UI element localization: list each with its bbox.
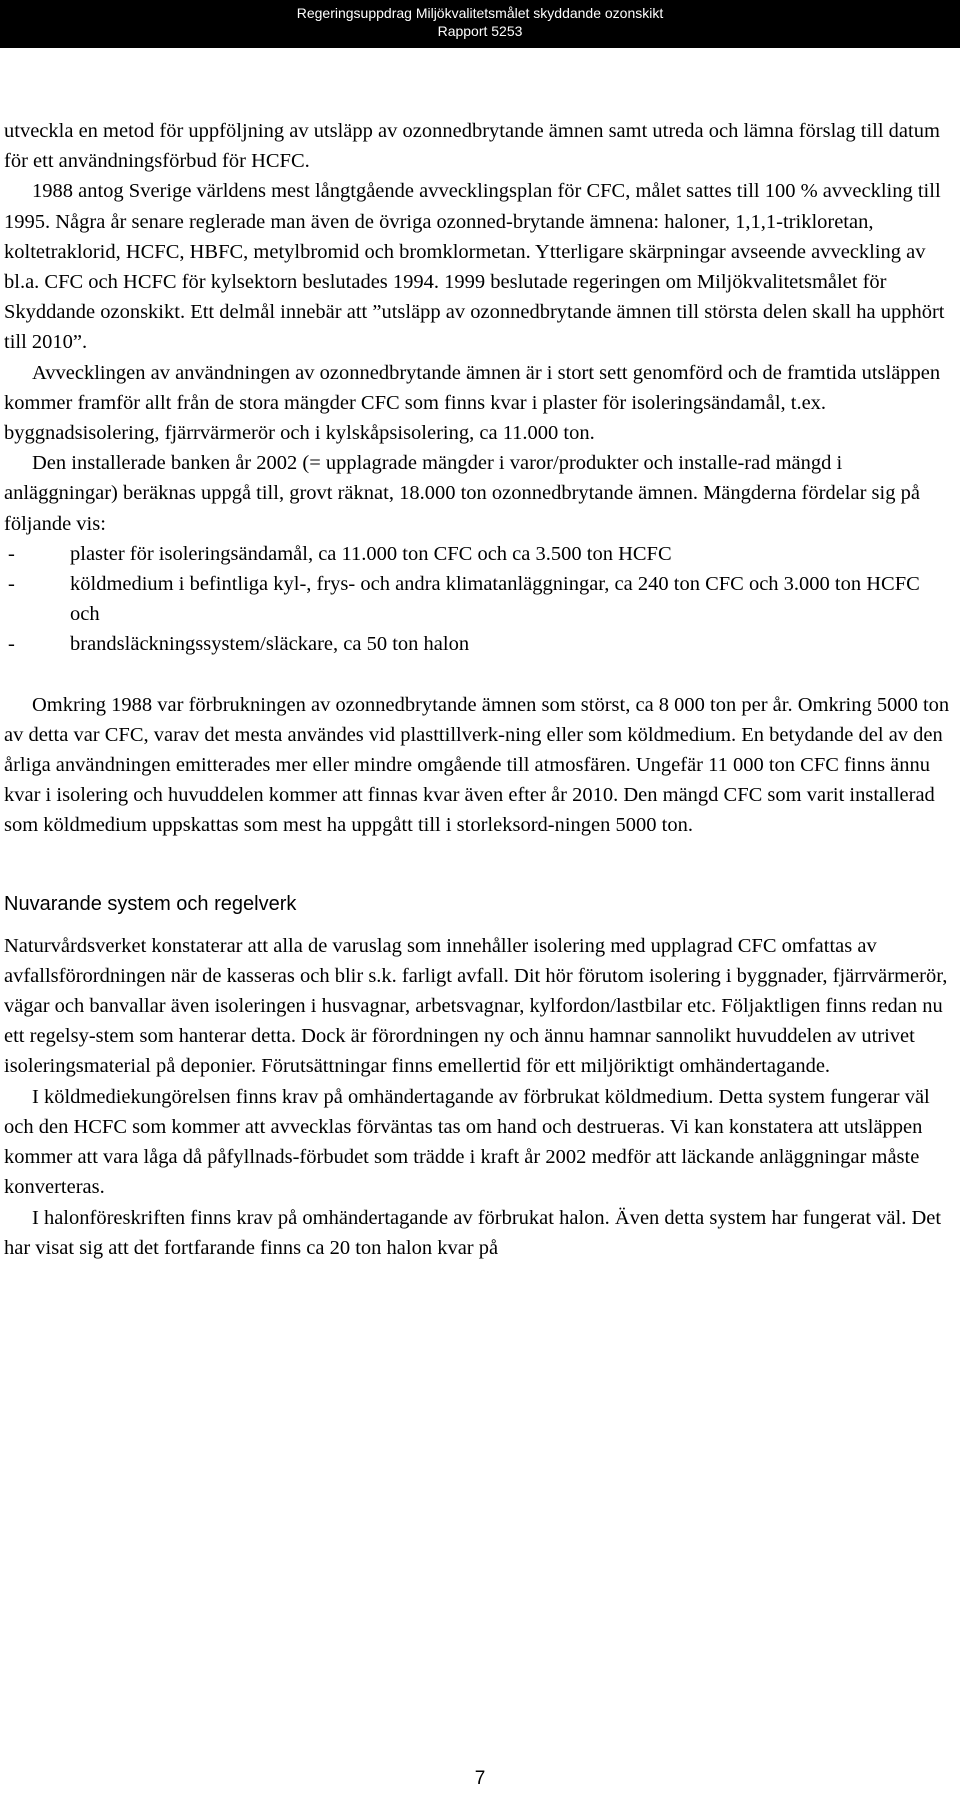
header-report-number: Rapport 5253 (437, 23, 523, 39)
document-body (4, 116, 952, 1263)
page-number: 7 (474, 1768, 486, 1789)
paragraph-intro-continuation: utveckla en metod för uppföljning av utsläpp av ozonnedbrytande ämnen samt utreda och lämna förslag till datum för ett användningsförbud för HCFC. (4, 120, 940, 173)
list-dash: - (8, 573, 15, 596)
list-dash: - (8, 542, 15, 565)
paragraph-phaseout: Avvecklingen av användningen av ozonnedbrytande ämnen är i stort sett genomförd och de framtida utsläppen kommer framför allt från de stora mängder CFC som finns kvar i plaster för isoleringsändamål, t.ex. byggnadsisolering, fjärrvärmerör och i kylskåpsisolering, ca 11.000 ton. (4, 361, 941, 445)
page-header (0, 0, 960, 48)
header-title: Regeringsuppdrag Miljökvalitetsmålet skyddande ozonskikt (296, 5, 664, 21)
list-item-text: köldmedium i befintliga kyl-, frys- och andra klimatanläggningar, ca 240 ton CFC och 3.000 ton HCFC och (70, 573, 920, 626)
paragraph-consumption: Omkring 1988 var förbrukningen av ozonnedbrytande ämnen som störst, ca 8 000 ton per år. Omkring 5000 ton av detta var CFC, varav det mesta användes vid plasttillverk-ning eller som köldmedium. En betydande del av den årliga användningen emitterades mer eller mindre omgående till atmosfären. Ungefär 11 000 ton CFC finns ännu kvar i isolering och huvuddelen kommer att finnas kvar även efter år 2010. Den mängd CFC som varit installerad som köldmedium uppskattas som mest ha uppgått till i storleksord-ningen 5000 ton. (4, 693, 950, 837)
section-heading: Nuvarande system och regelverk (4, 892, 297, 915)
paragraph-regulation: Naturvårdsverket konstaterar att alla de varuslag som innehåller isolering med upplagrad CFC omfattas av avfallsförordningen när de kasseras och blir s.k. farligt avfall. Dit hör förutom isolering i byggnader, fjärrvärmerör, vägar och banvallar även isoleringen i husvagnar, arbetsvagnar, kylfordon/lastbilar etc. Följaktligen finns redan nu ett regelsy-stem som hanterar detta. Dock är förordningen ny och ännu hamnar sannolikt huvuddelen av utrivet isoleringsmaterial på deponier. Förutsättningar finns emellertid för ett miljöriktigt omhändertagande. (4, 934, 948, 1078)
paragraph-installed-bank: Den installerade banken år 2002 (= upplagrade mängder i varor/produkter och installe-rad mängd i anläggningar) beräknas uppgå till, grovt räknat, 18.000 ton ozonnedbrytande ämnen. Mängderna fördelar sig på följande vis: (4, 452, 920, 535)
list-item (4, 569, 952, 629)
paragraph-refrigerant: I köldmediekungörelsen finns krav på omhändertagande av förbrukat köldmedium. Detta system fungerar väl och den HCFC som kommer att avvecklas förväntas tas om hand och destrueras. Vi kan konstatera att utsläppen kommer att vara låga då påfyllnads-förbudet som trädde i kraft år 2002 medför att läckande anläggningar måste konverteras. (4, 1085, 930, 1199)
list-item (4, 539, 952, 569)
list-dash: - (8, 633, 15, 656)
paragraph-halon: I halonföreskriften finns krav på omhändertagande av förbrukat halon. Även detta system har fungerat väl. Det har visat sig att det fortfarande finns ca 20 ton halon kvar på (4, 1206, 942, 1259)
list-item (4, 629, 952, 659)
bank-distribution-list (4, 539, 952, 660)
list-item-text: brandsläckningssystem/släckare, ca 50 ton halon (70, 633, 470, 656)
list-item-text: plaster för isoleringsändamål, ca 11.000 ton CFC och ca 3.500 ton HCFC (70, 542, 672, 565)
paragraph-history: 1988 antog Sverige världens mest långtgående avvecklingsplan för CFC, målet sattes till 100 % avveckling till 1995. Några år senare reglerade man även de övriga ozonned-brytande ämnena: haloner, 1,1,1-trikloretan, koltetraklorid, HCFC, HBFC, metylbromid och bromklormetan. Ytterligare skärpningar avseende avveckling av bl.a. CFC och HCFC för kylsektorn beslutades 1994. 1999 beslutade regeringen om Miljökvalitetsmålet för Skyddande ozonskikt. Ett delmål innebär att ”utsläpp av ozonnedbrytande ämnen till största delen skall ha upphört till 2010”. (4, 180, 945, 354)
